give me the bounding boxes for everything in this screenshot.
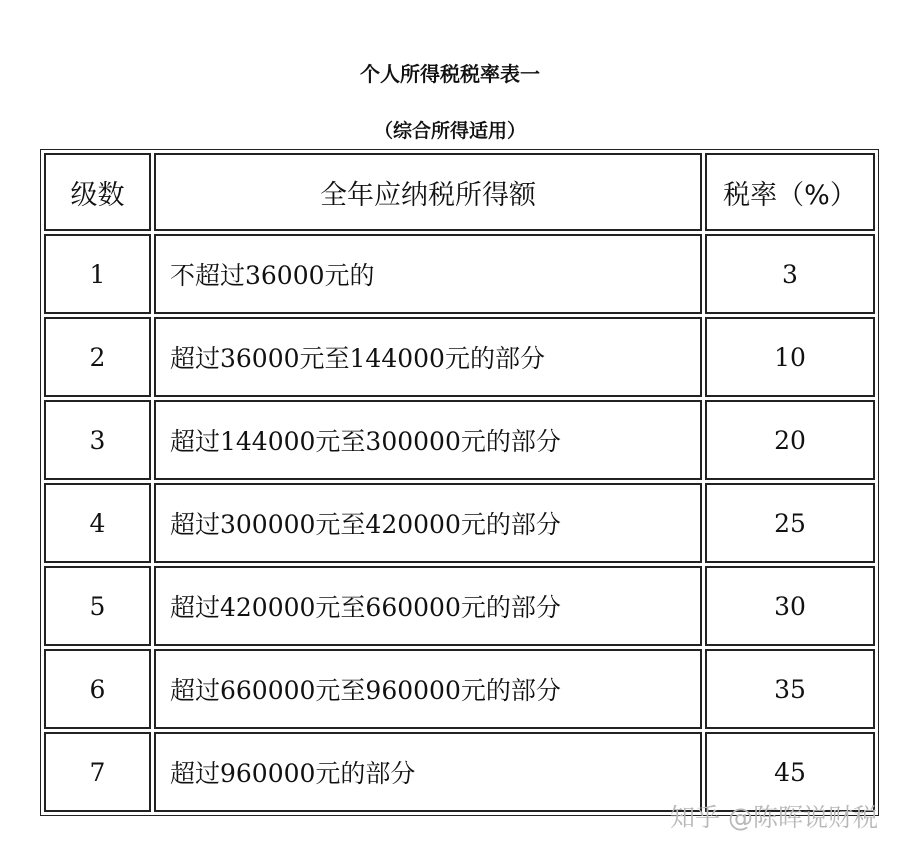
rate-cell: 45 <box>705 732 875 812</box>
level-cell: 3 <box>44 400 151 480</box>
tax-rate-table <box>40 149 879 816</box>
document-subtitle: （综合所得适用） <box>373 120 526 142</box>
level-cell: 5 <box>44 566 151 646</box>
range-cell: 超过144000元至300000元的部分 <box>154 400 702 480</box>
range-cell: 超过36000元至144000元的部分 <box>154 317 702 397</box>
table-row <box>44 400 875 480</box>
rate-cell: 10 <box>705 317 875 397</box>
range-cell: 不超过36000元的 <box>154 234 702 314</box>
rate-cell: 20 <box>705 400 875 480</box>
range-cell: 超过960000元的部分 <box>154 732 702 812</box>
document-title: 个人所得税税率表一 <box>360 62 540 86</box>
header-tax-rate: 税率（%） <box>705 153 875 231</box>
rate-cell: 35 <box>705 649 875 729</box>
table-header-row <box>44 153 875 231</box>
range-cell: 超过300000元至420000元的部分 <box>154 483 702 563</box>
rate-cell: 3 <box>705 234 875 314</box>
level-cell: 2 <box>44 317 151 397</box>
level-cell: 7 <box>44 732 151 812</box>
range-cell: 超过420000元至660000元的部分 <box>154 566 702 646</box>
table-row <box>44 234 875 314</box>
rate-cell: 30 <box>705 566 875 646</box>
table-row <box>44 317 875 397</box>
level-cell: 1 <box>44 234 151 314</box>
rate-cell: 25 <box>705 483 875 563</box>
level-cell: 6 <box>44 649 151 729</box>
table-row <box>44 566 875 646</box>
table-row <box>44 483 875 563</box>
watermark: 知乎 @陈晖说财税 <box>670 803 878 832</box>
table-row <box>44 649 875 729</box>
level-cell: 4 <box>44 483 151 563</box>
header-taxable-income: 全年应纳税所得额 <box>154 153 702 231</box>
header-level: 级数 <box>44 153 151 231</box>
range-cell: 超过660000元至960000元的部分 <box>154 649 702 729</box>
